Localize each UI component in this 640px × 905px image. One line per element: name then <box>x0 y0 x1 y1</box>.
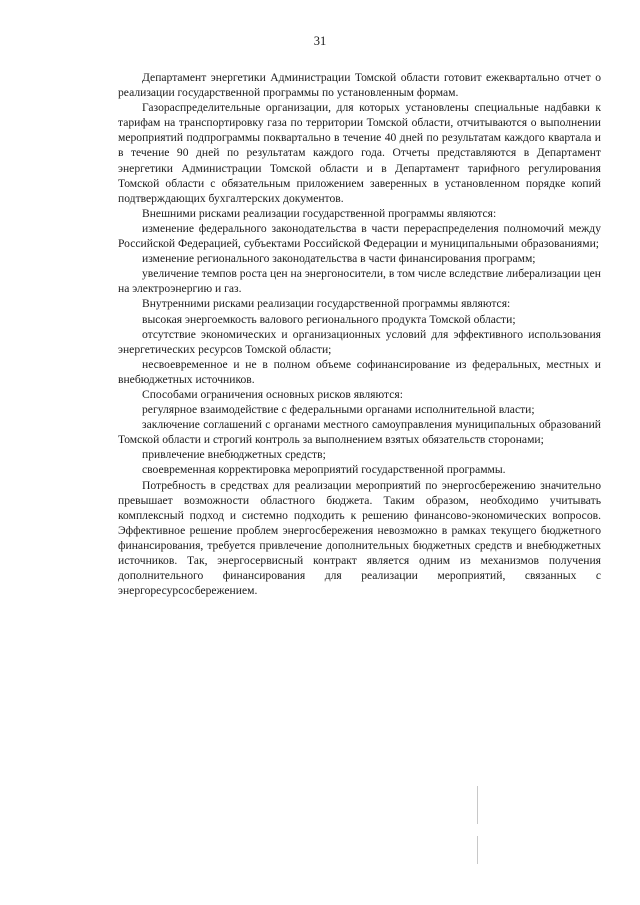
paragraph-external-risks-heading: Внешними рисками реализации государственной программы являются: <box>142 206 497 220</box>
paragraph-internal-risks-heading: Внутренними рисками реализации государственной программы являются: <box>142 297 511 311</box>
list-item-internal-risk: несвоевременное и не в полном объеме софинансирование из федеральных, местных и внебюджетных источников. <box>118 357 601 386</box>
paragraph-gas-organizations: Газораспределительные организации, для которых установлены специальные надбавки к тарифам на транспортировку газа по территории Томской области, отчитываются о выполнении мероприятий подпрограммы поквартально в течение 40 дней по результатам каждого квартала и в течение 90 дней по результатам каждого года. Отчеты представляются в Департамент энергетики Администрации Томской области и в Департамент тарифного регулирования Томской области с обязательным приложением заверенных в установленном порядке копий подтверждающих бухгалтерских документов. <box>118 101 601 205</box>
paragraph-risk-mitigation-heading: Способами ограничения основных рисков являются: <box>142 387 403 401</box>
paragraph-reporting: Департамент энергетики Администрации Томской области готовит ежеквартально отчет о реализации государственной программы по установленным формам. <box>118 71 601 100</box>
list-item-mitigation: регулярное взаимодействие с федеральными органами исполнительной власти; <box>142 403 535 417</box>
list-item-external-risk: увеличение темпов роста цен на энергоносители, в том числе вследствие либерализации цен на электроэнергию и газ. <box>118 267 601 296</box>
list-item-external-risk: изменение федерального законодательства в части перераспределения полномочий между Российской Федерацией, субъектами Российской Федерации и муниципальными образованиями; <box>118 221 601 251</box>
page-number: 31 <box>313 34 327 48</box>
document-body <box>118 70 601 598</box>
scan-artifact-line <box>477 836 478 864</box>
list-item-external-risk: изменение регионального законодательства в части финансирования программ; <box>142 252 536 266</box>
list-item-internal-risk: высокая энергоемкость валового регионального продукта Томской области; <box>142 312 516 326</box>
list-item-mitigation: своевременная корректировка мероприятий государственной программы. <box>142 463 506 477</box>
list-item-internal-risk: отсутствие экономических и организационных условий для эффективного использования энергетических ресурсов Томской области; <box>118 327 601 356</box>
list-item-mitigation: привлечение внебюджетных средств; <box>142 448 326 462</box>
list-item-mitigation: заключение соглашений с органами местного самоуправления муниципальных образований Томской области и строгий контроль за выполнением взятых обязательств сторонами; <box>118 418 601 447</box>
paragraph-funding-needs: Потребность в средствах для реализации мероприятий по энергосбережению значительно превышает возможности областного бюджета. Таким образом, необходимо учитывать комплексный подход и системно подходить к решению финансово-экономических вопросов. Эффективное решение проблем энергосбережения невозможно в рамках текущего бюджетного финансирования, требуется привлечение дополнительных бюджетных средств и внебюджетных источников. Так, энергосервисный контракт является одним из механизмов получения дополнительного финансирования для реализации мероприятий, связанных с энергоресурсосбережением. <box>118 478 601 598</box>
scan-artifact-line <box>477 786 478 824</box>
